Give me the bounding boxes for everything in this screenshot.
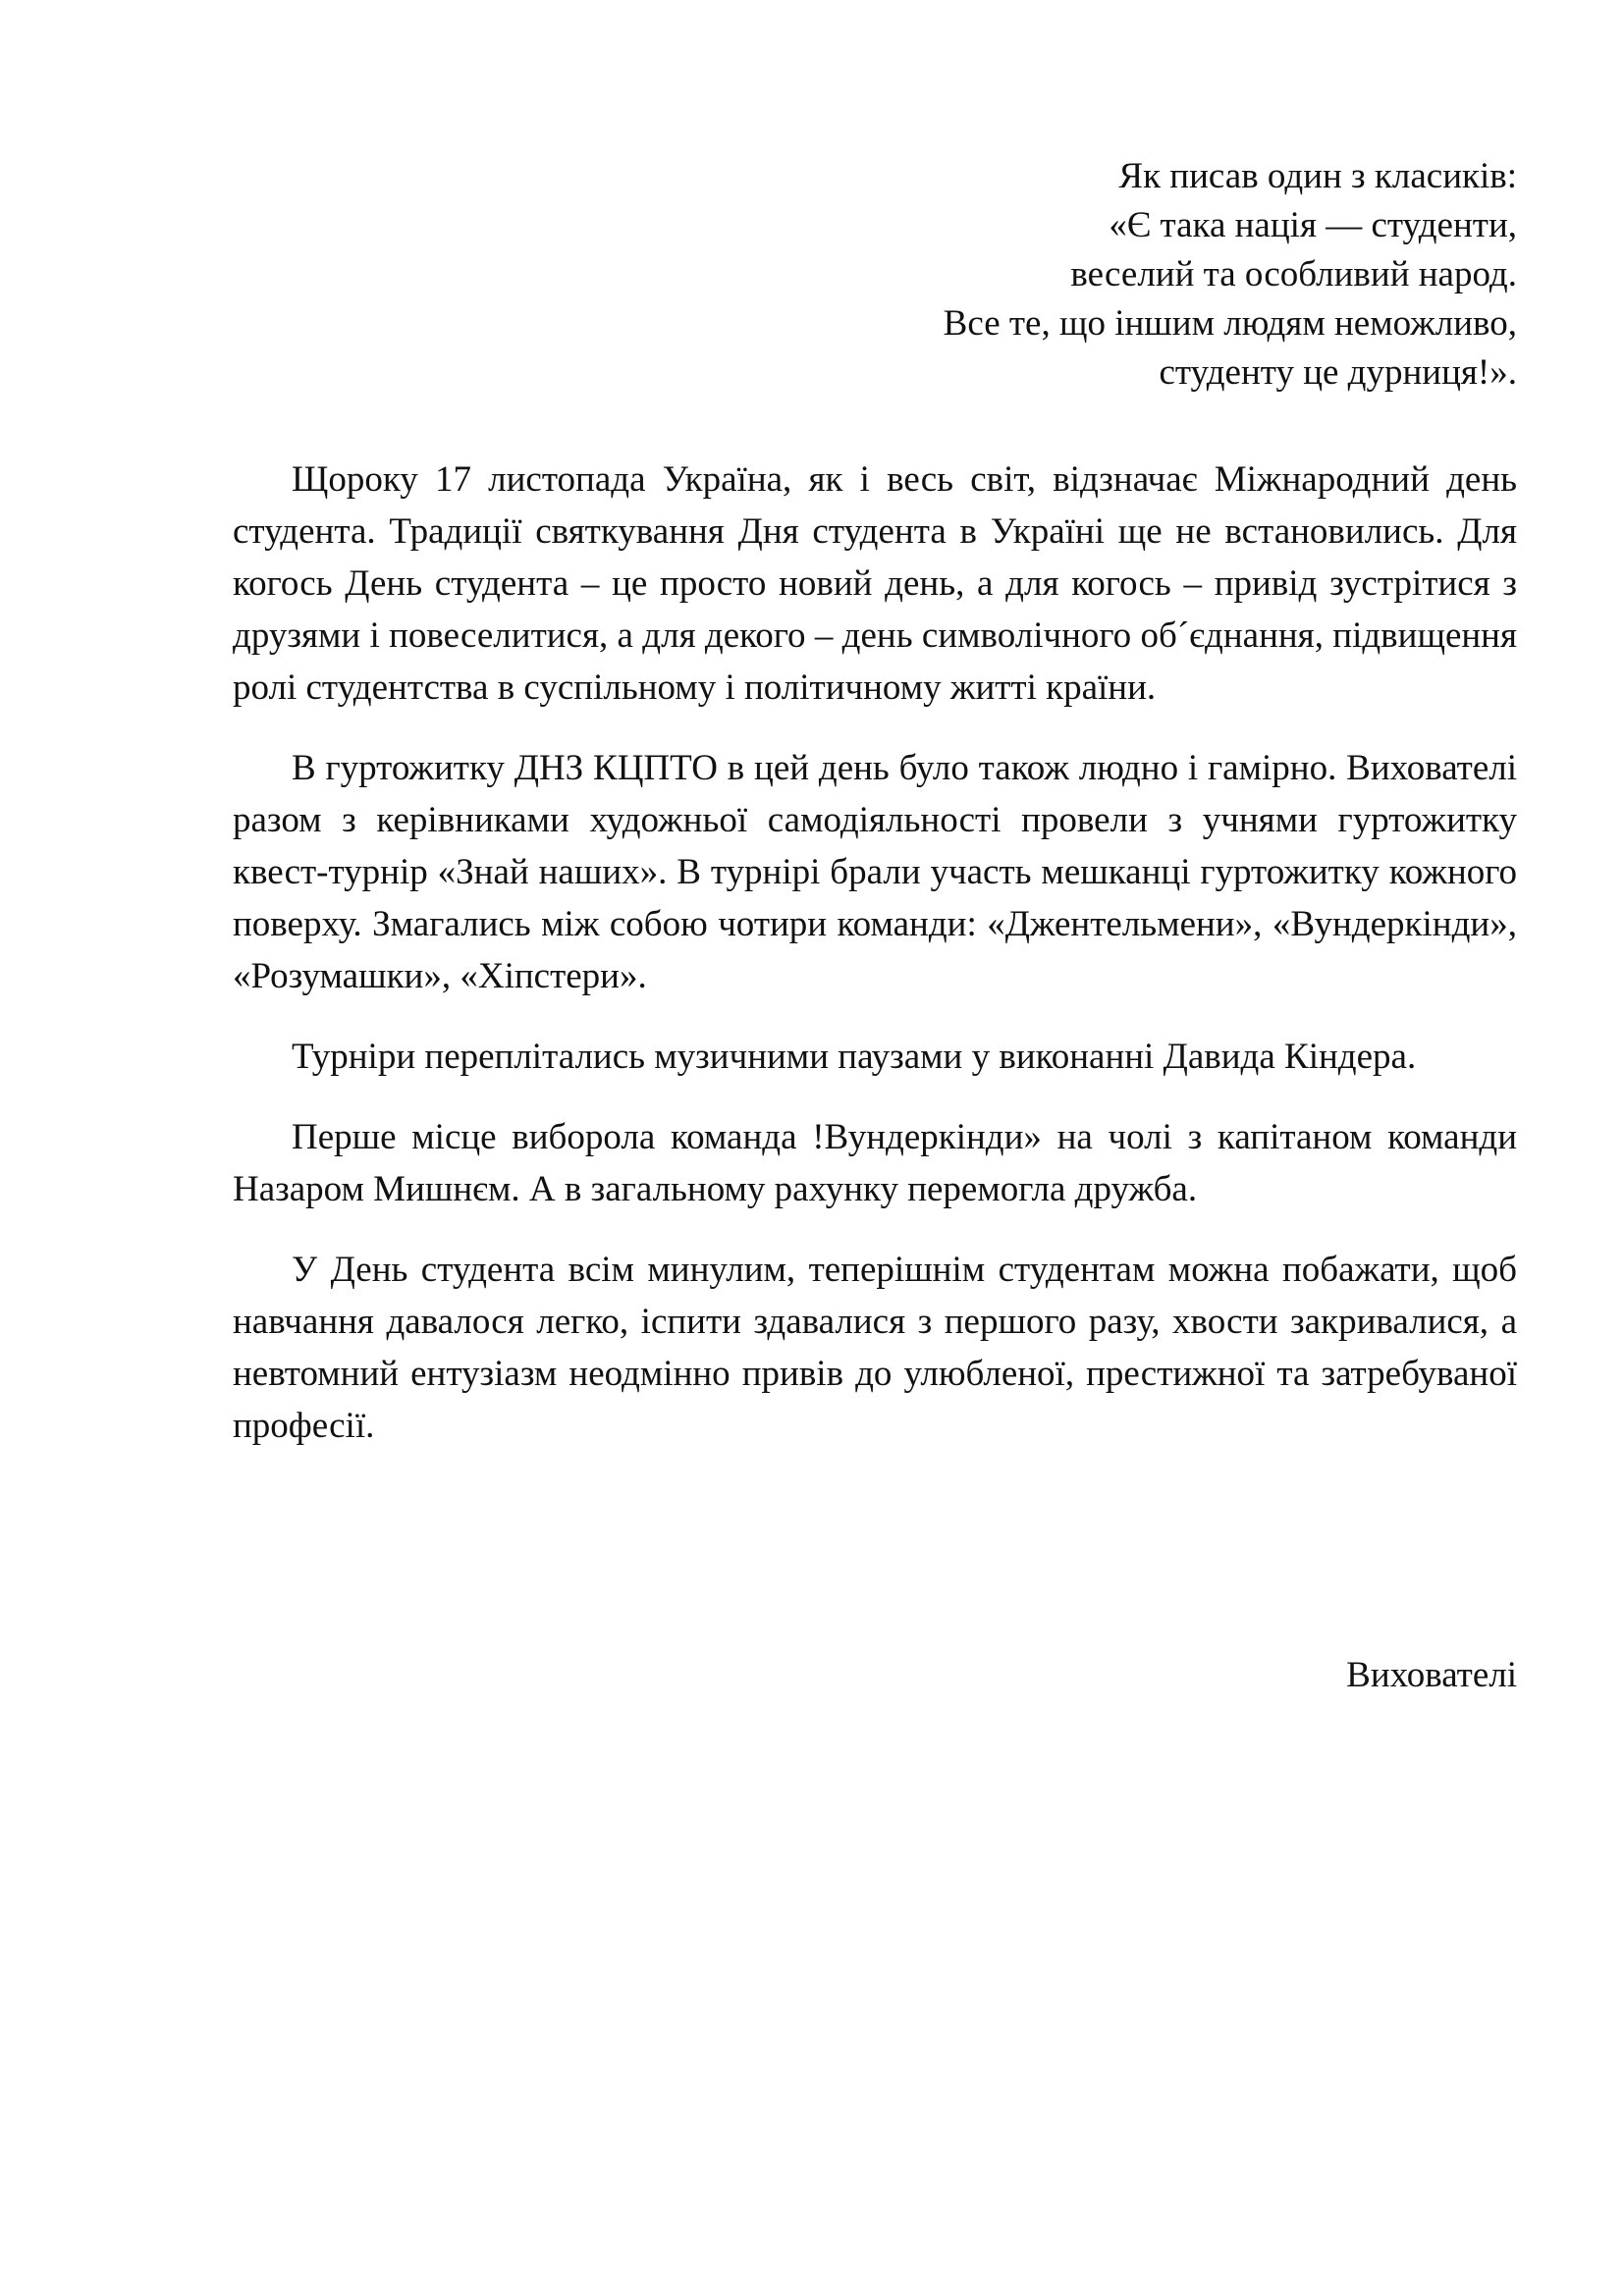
epigraph-line: Все те, що іншим людям неможливо, bbox=[943, 303, 1517, 344]
epigraph-line: Як писав один з класиків: bbox=[1118, 156, 1517, 196]
epigraph-line: «Є така нація — студенти, bbox=[1109, 205, 1517, 245]
article-body bbox=[233, 454, 1517, 1452]
epigraph bbox=[805, 152, 1517, 398]
signature: Вихователі bbox=[1346, 1655, 1517, 1695]
paragraph-music-pauses: Турніри переплітались музичними паузами у виконанні Давида Кіндера. bbox=[292, 1037, 1417, 1077]
paragraph-winners: Перше місце виборола команда !Вундеркінди» на чолі з капітаном команди Назаром Мишнєм. А в загальному рахунку перемогла дружба. bbox=[233, 1117, 1517, 1209]
epigraph-line: студенту це дурниця!». bbox=[1159, 352, 1517, 393]
paragraph-dormitory-quest: В гуртожитку ДНЗ КЦПТО в цей день було також людно і гамірно. Вихователі разом з керівниками художньої самодіяльності провели з учнями гуртожитку квест-турнір «Знай наших». В турнірі брали участь мешканці гуртожитку кожного поверху. Змагались між собою чотири команди: «Джентельмени», «Вундеркінди», «Розумашки», «Хіпстери». bbox=[233, 748, 1517, 996]
paragraph-wishes: У День студента всім минулим, теперішнім студентам можна побажати, щоб навчання давалося легко, іспити здавалися з першого разу, хвости закривалися, а невтомний ентузіазм неодмінно привів до улюбленої, престижної та затребуваної професії. bbox=[233, 1250, 1517, 1446]
paragraph-student-day: Щороку 17 листопада Україна, як і весь світ, відзначає Міжнародний день студента. Традиції святкування Дня студента в Україні ще не встановились. Для когось День студента – це просто новий день, а для когось – привід зустрітися з друзями і повеселитися, а для декого – день символічного об´єднання, підвищення ролі студентства в суспільному і політичному житті країни. bbox=[233, 459, 1517, 708]
epigraph-line: веселий та особливий народ. bbox=[1070, 254, 1517, 294]
